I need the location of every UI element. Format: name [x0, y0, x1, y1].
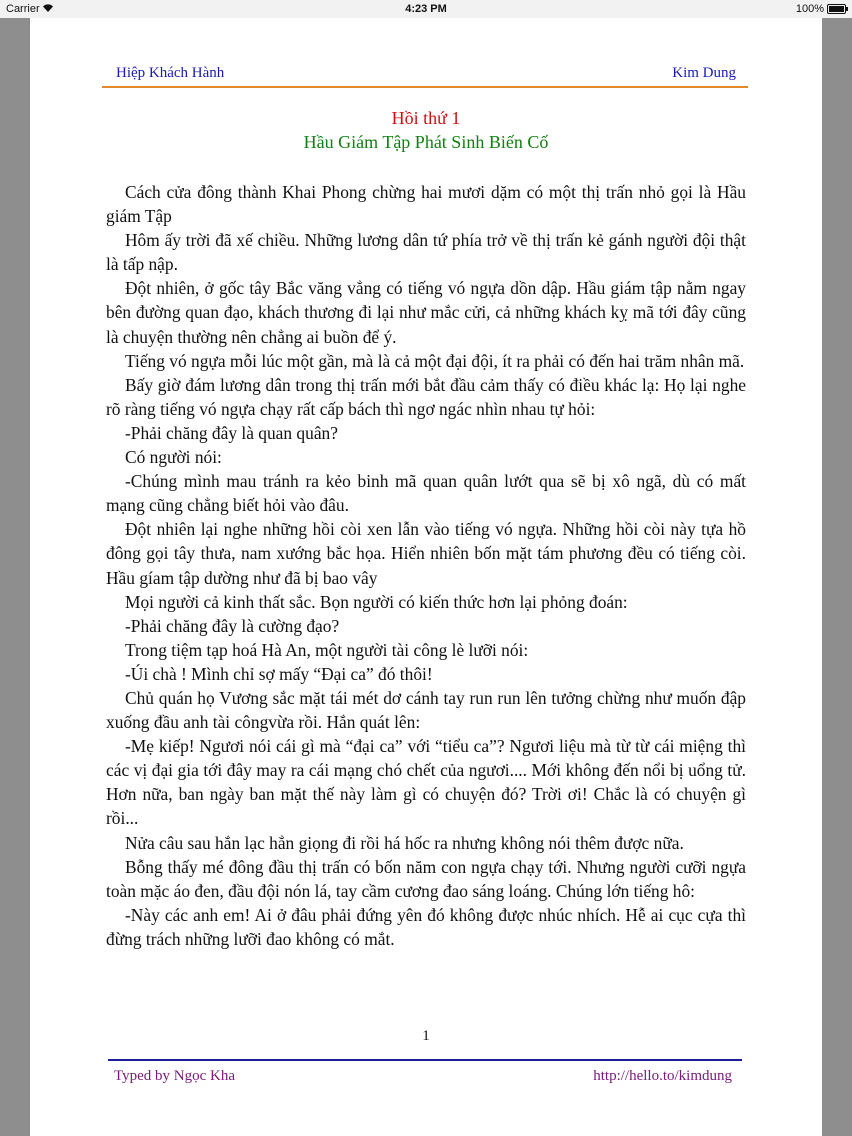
status-time: 4:23 PM: [405, 3, 447, 15]
paragraph: Hôm ấy trời đã xế chiều. Những lương dân tứ phía trở về thị trấn kẻ gánh người đội thật là tấp nập.: [106, 230, 746, 275]
book-page[interactable]: [30, 18, 822, 1136]
status-bar: [0, 0, 852, 18]
paragraph: -Phải chăng đây là cường đạo?: [125, 615, 340, 636]
paragraph: Cách cửa đông thành Khai Phong chừng hai mươi dặm có một thị trấn nhỏ gọi là Hầu giám Tập: [106, 182, 746, 227]
paragraph: -Này các anh em! Ai ở đâu phải đứng yên đó không được nhúc nhích. Hễ ai cục cựa thì đừng trách những lưỡi đao không có mắt.: [106, 904, 746, 949]
author-name: Kim Dung: [672, 65, 736, 81]
battery-percent: 100%: [795, 3, 824, 15]
paragraph: Bỗng thấy mé đông đầu thị trấn có bốn năm con ngựa chạy tới. Nhưng người cưỡi ngựa toàn mặc áo đen, đầu đội nón lá, tay cầm cương đao sáng loáng. Chúng lớn tiếng hô:: [106, 856, 746, 901]
paragraph: Đột nhiên lại nghe những hồi còi xen lẫn vào tiếng vó ngựa. Những hồi còi này tựa hồ đông gọi tây thưa, nam xướng bắc họa. Hiển nhiên bốn mặt tám phương đều có tiếng còi. Hầu gíam tập dường như đã bị bao vây: [106, 519, 746, 588]
book-title: Hiệp Khách Hành: [116, 65, 225, 81]
typed-by-credit: Typed by Ngọc Kha: [114, 1068, 236, 1084]
chapter-title: Hầu Giám Tập Phát Sinh Biến Cố: [303, 132, 549, 152]
paragraph: -Mẹ kiếp! Ngươi nói cái gì mà “đại ca” với “tiểu ca”? Ngươi liệu mà từ từ cái miệng thì các vị đại gia tới đây may ra cái mạng chó chết của ngươi.... Mới không đến nổi bị uổng tử. Hơn nữa, ban ngày ban mặt thế này làm gì có chuyện đó? Trời ơi! Chắc là có chuyện gì rồi...: [106, 736, 746, 829]
paragraph: Chủ quán họ Vương sắc mặt tái mét dơ cánh tay run run lên tưởng chừng như muốn đập xuống đầu anh tài côngvừa rồi. Hắn quát lên:: [106, 687, 746, 733]
header-divider: [102, 86, 748, 88]
battery-icon: [827, 4, 846, 14]
paragraph: -Chúng mình mau tránh ra kẻo binh mã quan quân lướt qua sẽ bị xô ngã, dù có mất mạng cũng chẳng biết hỏi vào đâu.: [106, 471, 746, 516]
chapter-body: [106, 180, 746, 951]
paragraph: Nửa câu sau hắn lạc hẳn giọng đi rồi há hốc ra nhưng không nói thêm được nữa.: [125, 832, 684, 853]
paragraph: -Úi chà ! Mình chỉ sợ mấy “Đại ca” đó thôi!: [125, 663, 433, 684]
source-url-link[interactable]: http://hello.to/kimdung: [593, 1068, 732, 1084]
footer-divider: [108, 1059, 742, 1061]
carrier-label: Carrier: [6, 3, 40, 15]
paragraph: Tiếng vó ngựa mỗi lúc một gần, mà là cả một đại đội, ít ra phải có đến hai trăm nhân mã.: [125, 350, 745, 371]
paragraph: Mọi người cả kinh thất sắc. Bọn người có kiến thức hơn lại phỏng đoán:: [125, 591, 628, 612]
paragraph: Có người nói:: [125, 447, 222, 468]
paragraph: Trong tiệm tạp hoá Hà An, một người tài công lè lưỡi nói:: [125, 639, 529, 660]
paragraph: -Phải chăng đây là quan quân?: [125, 422, 338, 443]
paragraph: Bấy giờ đám lương dân trong thị trấn mới bắt đầu cảm thấy có điều khác lạ: Họ lại nghe rõ ràng tiếng vó ngựa chạy rất cấp bách thì ngơ ngác nhìn nhau tự hỏi:: [106, 374, 746, 419]
page-number: 1: [422, 1028, 430, 1044]
paragraph: Đột nhiên, ở gốc tây Bắc văng vẳng có tiếng vó ngựa dồn dập. Hầu giám tập nằm ngay bên đường quan đạo, khách thương đi lại như mắc cửi, cả những khách kỵ mã tới đây cũng là chuyện thường nên chẳng ai buồn để ý.: [106, 278, 746, 347]
chapter-number: Hồi thứ 1: [391, 108, 461, 128]
